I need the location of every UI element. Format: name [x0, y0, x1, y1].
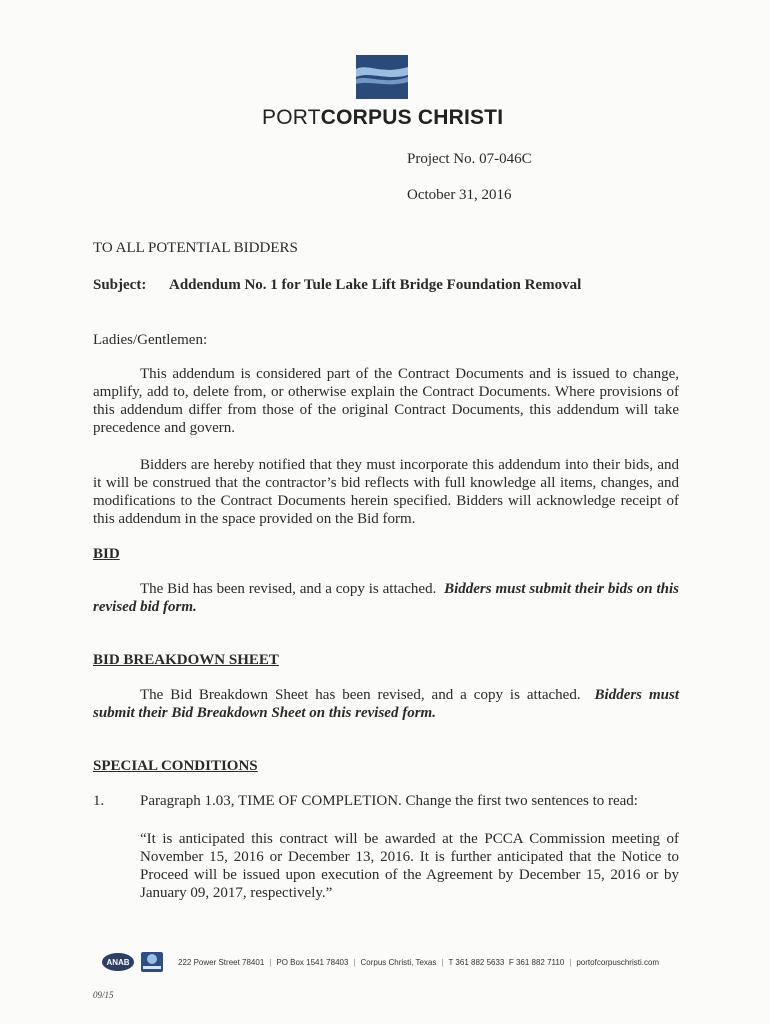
subject-label: Subject:: [93, 277, 147, 293]
bid-paragraph: [93, 580, 679, 616]
paragraph-intro: [93, 365, 679, 437]
salutation: Ladies/Gentlemen:: [93, 332, 208, 348]
bid-breakdown-paragraph: [93, 686, 679, 722]
paragraph-notice: [93, 456, 679, 528]
recipients-line: TO ALL POTENTIAL BIDDERS: [93, 240, 298, 256]
paragraph-intro-text: This addendum is considered part of the Contract Documents and is issued to change, amplify, add to, delete from, or otherwise explain the Contract Documents. Where provisions of this addendum differ from those of the original Contract Documents, this addendum will take precedence and govern.: [93, 366, 679, 436]
form-code: 09/15: [93, 990, 114, 1000]
footer-po-box: PO Box 1541 78403: [276, 958, 349, 967]
footer-contact: 222 Power Street 78401 | PO Box 1541 78403 | Corpus Christi, Texas | T 361 882 5633 F 361 882 7110 | portofcorpuschristi.com: [178, 958, 660, 967]
item-1-quote: “It is anticipated this contract will be awarded at the PCCA Commission meeting of November 15, 2016 or December 13, 2016. It is further anticipated that the Notice to Proceed will be issued upon execution of the Agreement by December 15, 2016 or by January 09, 2017, respectively.”: [140, 831, 679, 901]
bid-text: The Bid has been revised, and a copy is attached.: [140, 581, 437, 597]
bid-breakdown-text: The Bid Breakdown Sheet has been revised, and a copy is attached.: [140, 687, 581, 703]
footer-fax: F 361 882 7110: [508, 958, 565, 967]
bid-emphasis: Bidders must submit their bids on this revised bid form.: [93, 581, 679, 615]
port-logo-icon: [356, 55, 408, 99]
bid-heading: BID: [93, 546, 120, 562]
document-date: October 31, 2016: [407, 187, 512, 203]
port-logo-wordmark: [262, 106, 503, 130]
footer-website: portofcorpuschristi.com: [576, 958, 660, 967]
project-number: Project No. 07-046C: [407, 151, 532, 167]
footer-city: Corpus Christi, Texas: [360, 958, 437, 967]
item-1-number: 1.: [93, 793, 105, 809]
logo-corpus-christi-text: CORPUS CHRISTI: [320, 106, 504, 129]
bid-breakdown-emphasis: Bidders must submit their Bid Breakdown Sheet on this revised form.: [93, 687, 679, 721]
footer-phone: T 361 882 5633: [448, 958, 505, 967]
subject-text: Addendum No. 1 for Tule Lake Lift Bridge Foundation Removal: [169, 277, 582, 293]
paragraph-notice-text: Bidders are hereby notified that they must incorporate this addendum into their bids, and it will be construed that the contractor’s bid reflects with full knowledge all items, changes, and modifications to the Contract Documents herein specified. Bidders will acknowledge receipt of this addendum in the space provided on the Bid form.: [93, 457, 679, 527]
certification-badges-icon: [101, 950, 171, 974]
special-conditions-heading: SPECIAL CONDITIONS: [93, 758, 258, 774]
bid-breakdown-heading: BID BREAKDOWN SHEET: [93, 652, 279, 668]
item-1-text: Paragraph 1.03, TIME OF COMPLETION. Change the first two sentences to read:: [140, 793, 638, 809]
logo-port-text: PORT: [262, 106, 321, 129]
badge-anab-text: ANAB: [106, 958, 130, 967]
footer-address: 222 Power Street 78401: [178, 958, 265, 967]
